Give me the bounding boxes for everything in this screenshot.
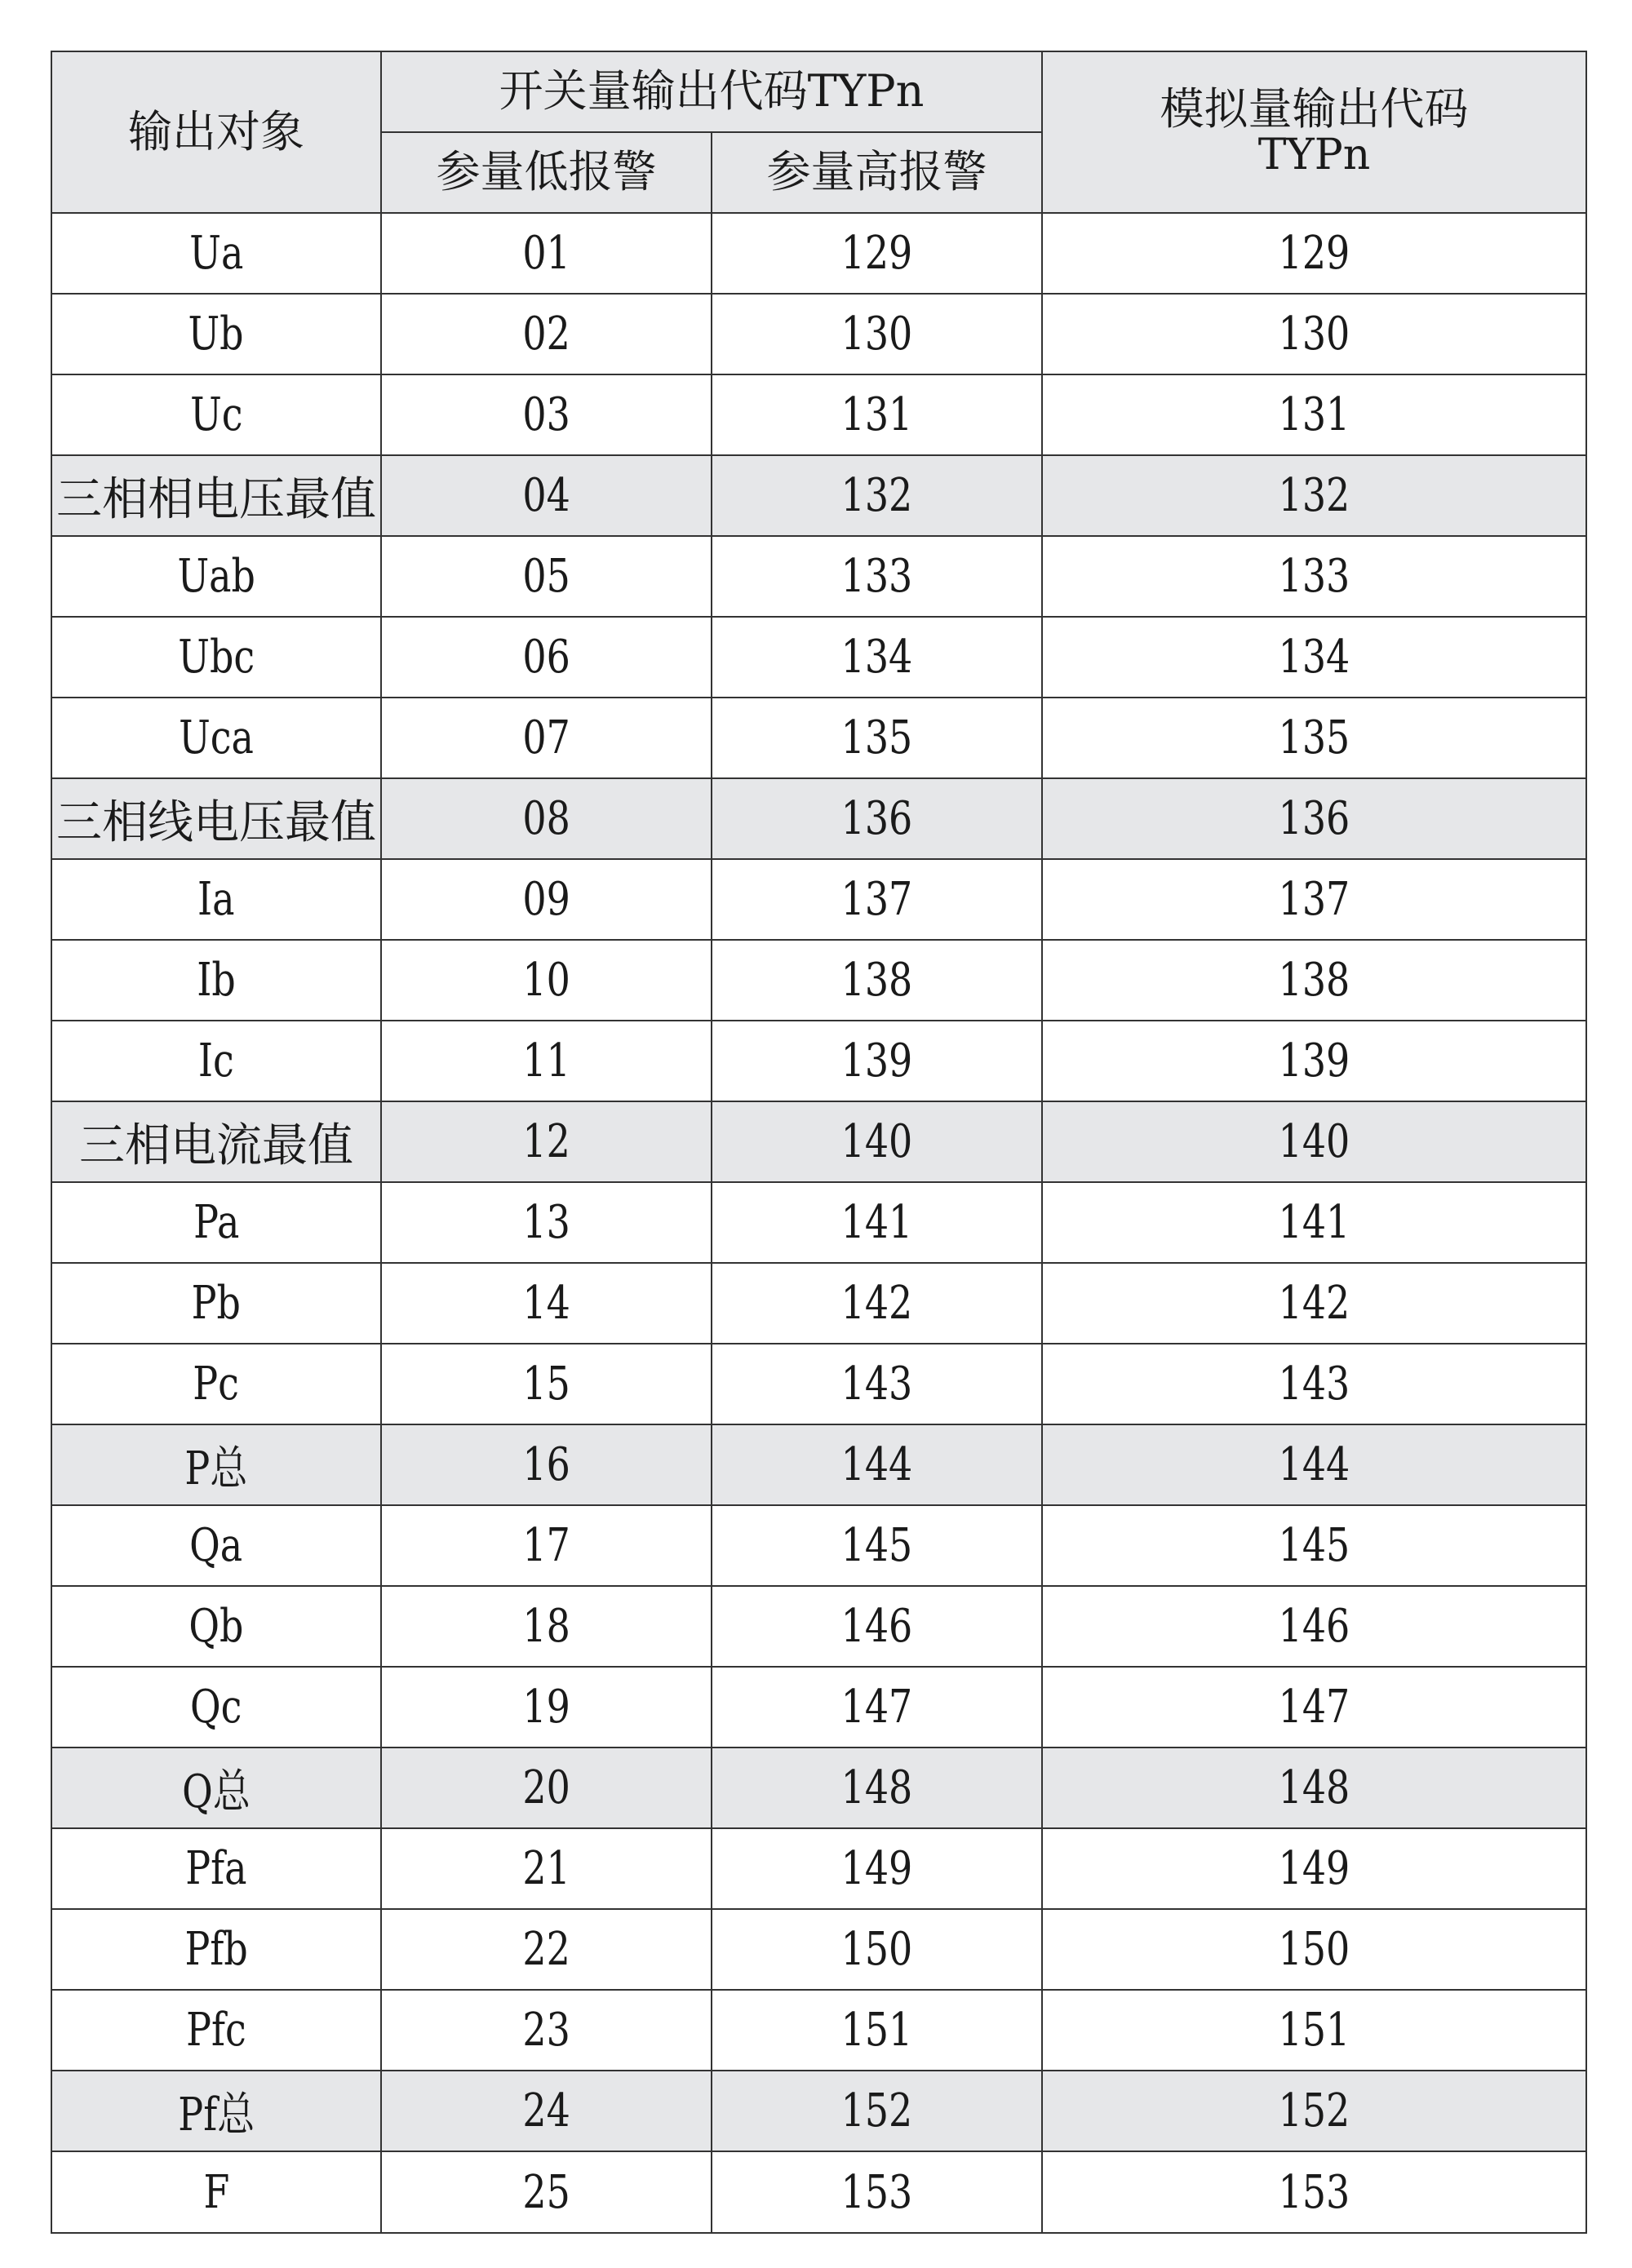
cell-output-object-text: 三相线电压最值	[56, 795, 376, 849]
header-analog-line2: TYPn	[1257, 131, 1371, 180]
cell-output-object	[51, 1505, 381, 1586]
cell-low-alarm-code	[381, 1182, 712, 1263]
cell-high-alarm-code-text: 145	[840, 1519, 913, 1572]
cell-high-alarm-code-text: 146	[840, 1600, 913, 1653]
cell-high-alarm-code	[712, 617, 1042, 698]
cell-low-alarm-code	[381, 698, 712, 778]
cell-high-alarm-code	[712, 374, 1042, 455]
cell-analog-code	[1042, 1182, 1586, 1263]
table-row	[51, 778, 1586, 859]
cell-low-alarm-code-text: 19	[522, 1681, 570, 1734]
table-row	[51, 940, 1586, 1021]
cell-analog-code-text: 135	[1278, 711, 1350, 764]
cell-analog-code	[1042, 1586, 1586, 1667]
cell-output-object	[51, 778, 381, 859]
cell-low-alarm-code-text: 02	[522, 308, 570, 361]
cell-output-object	[51, 698, 381, 778]
table-row	[51, 1667, 1586, 1748]
cell-high-alarm-code	[712, 1990, 1042, 2071]
cell-high-alarm-code	[712, 536, 1042, 617]
cell-analog-code-text: 133	[1278, 550, 1350, 603]
cell-high-alarm-code	[712, 213, 1042, 294]
cell-high-alarm-code-text: 143	[840, 1358, 913, 1411]
cell-output-object	[51, 536, 381, 617]
cell-output-object	[51, 940, 381, 1021]
cell-low-alarm-code	[381, 1344, 712, 1424]
cell-analog-code-text: 137	[1278, 873, 1350, 926]
cell-output-object	[51, 2151, 381, 2233]
cell-output-object	[51, 1667, 381, 1748]
cell-low-alarm-code-text: 20	[522, 1761, 570, 1814]
table-row	[51, 455, 1586, 536]
table-row	[51, 1021, 1586, 1101]
cell-output-object-text: Pfa	[185, 1842, 247, 1895]
cell-analog-code-text: 130	[1278, 308, 1350, 361]
cell-analog-code	[1042, 1424, 1586, 1505]
cell-low-alarm-code-text: 04	[522, 469, 570, 522]
cell-analog-code	[1042, 2071, 1586, 2151]
cell-output-object	[51, 1909, 381, 1990]
cell-output-object-text: P总	[184, 1442, 248, 1495]
cell-analog-code	[1042, 213, 1586, 294]
cell-high-alarm-code	[712, 778, 1042, 859]
cell-high-alarm-code-text: 152	[840, 2084, 913, 2137]
cell-high-alarm-code-text: 136	[840, 792, 913, 845]
cell-low-alarm-code-text: 10	[522, 954, 570, 1007]
cell-output-object-text: Ub	[188, 308, 245, 361]
cell-output-object-text: Ua	[188, 227, 244, 280]
cell-low-alarm-code-text: 16	[522, 1438, 570, 1491]
header-switch-output-code: 开关量输出代码TYPn	[381, 51, 1042, 132]
cell-analog-code	[1042, 778, 1586, 859]
table-row	[51, 1909, 1586, 1990]
cell-output-object-text: F	[203, 2165, 229, 2219]
cell-analog-code	[1042, 1021, 1586, 1101]
cell-analog-code-text: 153	[1278, 2165, 1350, 2219]
table-row	[51, 2071, 1586, 2151]
table-row	[51, 698, 1586, 778]
cell-low-alarm-code	[381, 536, 712, 617]
table-row	[51, 617, 1586, 698]
cell-analog-code-text: 134	[1278, 631, 1350, 684]
table-row	[51, 1101, 1586, 1182]
table-row	[51, 1828, 1586, 1909]
cell-high-alarm-code	[712, 940, 1042, 1021]
cell-high-alarm-code-text: 147	[840, 1681, 913, 1734]
cell-low-alarm-code	[381, 1909, 712, 1990]
cell-analog-code	[1042, 2151, 1586, 2233]
cell-low-alarm-code	[381, 1667, 712, 1748]
cell-output-object-text: Uca	[179, 711, 254, 764]
cell-high-alarm-code-text: 129	[840, 227, 913, 280]
table-header	[51, 51, 1586, 213]
table-row	[51, 1263, 1586, 1344]
cell-analog-code	[1042, 1990, 1586, 2071]
cell-low-alarm-code-text: 09	[522, 873, 570, 926]
cell-low-alarm-code	[381, 859, 712, 940]
cell-low-alarm-code	[381, 1101, 712, 1182]
cell-high-alarm-code-text: 139	[840, 1034, 913, 1087]
cell-analog-code	[1042, 1101, 1586, 1182]
cell-output-object	[51, 455, 381, 536]
table-row	[51, 1424, 1586, 1505]
cell-analog-code-text: 138	[1278, 954, 1350, 1007]
cell-analog-code-text: 144	[1278, 1438, 1350, 1491]
cell-low-alarm-code	[381, 294, 712, 374]
table-row	[51, 1344, 1586, 1424]
cell-analog-code	[1042, 1263, 1586, 1344]
cell-output-object-text: Qc	[190, 1681, 242, 1734]
cell-low-alarm-code-text: 14	[522, 1277, 570, 1330]
cell-low-alarm-code-text: 08	[522, 792, 570, 845]
cell-analog-code	[1042, 698, 1586, 778]
cell-output-object-text: 三相电流最值	[79, 1118, 353, 1172]
cell-analog-code	[1042, 536, 1586, 617]
cell-output-object	[51, 1021, 381, 1101]
cell-low-alarm-code	[381, 1505, 712, 1586]
cell-high-alarm-code-text: 137	[840, 873, 913, 926]
cell-high-alarm-code	[712, 1101, 1042, 1182]
cell-output-object-text: Pfb	[184, 1923, 248, 1976]
cell-output-object	[51, 2071, 381, 2151]
table-row	[51, 536, 1586, 617]
cell-high-alarm-code-text: 138	[840, 954, 913, 1007]
cell-low-alarm-code-text: 12	[522, 1115, 570, 1168]
cell-output-object	[51, 617, 381, 698]
cell-low-alarm-code-text: 06	[522, 631, 570, 684]
cell-analog-code	[1042, 940, 1586, 1021]
table-row	[51, 1990, 1586, 2071]
cell-low-alarm-code-text: 11	[522, 1034, 570, 1087]
cell-high-alarm-code	[712, 1505, 1042, 1586]
cell-analog-code-text: 140	[1278, 1115, 1350, 1168]
cell-output-object	[51, 213, 381, 294]
cell-high-alarm-code-text: 134	[840, 631, 913, 684]
cell-low-alarm-code	[381, 213, 712, 294]
cell-output-object	[51, 1182, 381, 1263]
cell-high-alarm-code-text: 130	[840, 308, 913, 361]
cell-low-alarm-code	[381, 455, 712, 536]
cell-output-object	[51, 294, 381, 374]
header-analog-line1: 模拟量输出代码	[1160, 83, 1469, 135]
cell-output-object-text: Uc	[189, 388, 243, 441]
cell-low-alarm-code	[381, 1586, 712, 1667]
cell-output-object	[51, 1586, 381, 1667]
cell-analog-code	[1042, 617, 1586, 698]
table-row	[51, 2151, 1586, 2233]
cell-output-object-text: Pa	[193, 1196, 240, 1249]
cell-low-alarm-code	[381, 1021, 712, 1101]
cell-output-object-text: Pfc	[186, 2004, 246, 2057]
cell-analog-code-text: 147	[1278, 1681, 1350, 1734]
cell-high-alarm-code	[712, 1667, 1042, 1748]
cell-analog-code-text: 139	[1278, 1034, 1350, 1087]
cell-high-alarm-code	[712, 294, 1042, 374]
table-row	[51, 213, 1586, 294]
cell-low-alarm-code	[381, 1828, 712, 1909]
cell-analog-code	[1042, 1505, 1586, 1586]
cell-high-alarm-code	[712, 1909, 1042, 1990]
cell-output-object-text: Qa	[189, 1519, 243, 1572]
table-row	[51, 294, 1586, 374]
cell-output-object-text: Q总	[182, 1765, 251, 1818]
cell-output-object-text: Ib	[197, 954, 236, 1007]
cell-high-alarm-code-text: 142	[840, 1277, 913, 1330]
cell-low-alarm-code-text: 17	[522, 1519, 570, 1572]
cell-low-alarm-code-text: 13	[522, 1196, 570, 1249]
cell-output-object	[51, 1748, 381, 1828]
cell-low-alarm-code	[381, 778, 712, 859]
cell-analog-code-text: 146	[1278, 1600, 1350, 1653]
cell-high-alarm-code	[712, 859, 1042, 940]
cell-output-object	[51, 1344, 381, 1424]
table-body	[51, 213, 1586, 2233]
cell-analog-code	[1042, 1344, 1586, 1424]
cell-analog-code-text: 132	[1278, 469, 1350, 522]
cell-low-alarm-code-text: 15	[522, 1358, 570, 1411]
cell-output-object-text: Pc	[193, 1358, 240, 1411]
cell-high-alarm-code-text: 149	[840, 1842, 913, 1895]
cell-high-alarm-code	[712, 1828, 1042, 1909]
cell-output-object	[51, 1990, 381, 2071]
cell-analog-code	[1042, 1667, 1586, 1748]
cell-analog-code	[1042, 859, 1586, 940]
cell-analog-code-text: 131	[1278, 388, 1350, 441]
cell-low-alarm-code	[381, 1990, 712, 2071]
cell-analog-code-text: 141	[1278, 1196, 1350, 1249]
cell-output-object	[51, 1828, 381, 1909]
cell-high-alarm-code-text: 148	[840, 1761, 913, 1814]
cell-low-alarm-code	[381, 2071, 712, 2151]
cell-low-alarm-code-text: 03	[522, 388, 570, 441]
cell-output-object-text: 三相相电压最值	[56, 472, 376, 526]
cell-output-object-text: Pb	[191, 1277, 242, 1330]
cell-output-object	[51, 1101, 381, 1182]
cell-low-alarm-code-text: 07	[522, 711, 570, 764]
cell-low-alarm-code-text: 21	[522, 1842, 570, 1895]
cell-low-alarm-code-text: 24	[522, 2084, 570, 2137]
cell-low-alarm-code-text: 18	[522, 1600, 570, 1653]
cell-output-object	[51, 374, 381, 455]
cell-analog-code	[1042, 455, 1586, 536]
header-low-alarm: 参量低报警	[381, 132, 712, 213]
cell-high-alarm-code-text: 144	[840, 1438, 913, 1491]
header-output-object: 输出对象	[51, 51, 381, 213]
cell-high-alarm-code	[712, 698, 1042, 778]
cell-high-alarm-code	[712, 1182, 1042, 1263]
cell-high-alarm-code	[712, 2071, 1042, 2151]
cell-low-alarm-code-text: 23	[522, 2004, 570, 2057]
cell-high-alarm-code	[712, 2151, 1042, 2233]
cell-analog-code-text: 142	[1278, 1277, 1350, 1330]
cell-analog-code	[1042, 1909, 1586, 1990]
cell-analog-code	[1042, 1828, 1586, 1909]
cell-analog-code-text: 151	[1278, 2004, 1350, 2057]
cell-high-alarm-code-text: 131	[840, 388, 913, 441]
cell-high-alarm-code-text: 140	[840, 1115, 913, 1168]
cell-high-alarm-code-text: 150	[840, 1923, 913, 1976]
cell-analog-code-text: 145	[1278, 1519, 1350, 1572]
cell-high-alarm-code-text: 151	[840, 2004, 913, 2057]
cell-low-alarm-code	[381, 2151, 712, 2233]
cell-output-object-text: Ubc	[178, 631, 255, 684]
cell-high-alarm-code	[712, 1021, 1042, 1101]
cell-low-alarm-code-text: 01	[522, 227, 570, 280]
cell-output-object-text: Qb	[188, 1600, 244, 1653]
cell-analog-code-text: 149	[1278, 1842, 1350, 1895]
cell-high-alarm-code	[712, 1424, 1042, 1505]
cell-output-object-text: Ia	[197, 873, 235, 926]
table-row	[51, 374, 1586, 455]
cell-analog-code-text: 136	[1278, 792, 1350, 845]
cell-analog-code-text: 129	[1278, 227, 1350, 280]
cell-high-alarm-code-text: 132	[840, 469, 913, 522]
header-analog-output-code	[1042, 51, 1586, 213]
cell-low-alarm-code-text: 25	[522, 2165, 570, 2219]
cell-high-alarm-code-text: 135	[840, 711, 913, 764]
table-row	[51, 1505, 1586, 1586]
cell-low-alarm-code-text: 22	[522, 1923, 570, 1976]
cell-output-object	[51, 859, 381, 940]
cell-high-alarm-code	[712, 1586, 1042, 1667]
cell-high-alarm-code	[712, 1344, 1042, 1424]
cell-high-alarm-code-text: 141	[840, 1196, 913, 1249]
cell-output-object-text: Ic	[198, 1034, 234, 1087]
cell-output-object	[51, 1424, 381, 1505]
cell-low-alarm-code	[381, 374, 712, 455]
cell-analog-code-text: 150	[1278, 1923, 1350, 1976]
cell-analog-code	[1042, 374, 1586, 455]
table-row	[51, 859, 1586, 940]
cell-low-alarm-code	[381, 617, 712, 698]
output-code-table	[51, 51, 1587, 2234]
cell-analog-code-text: 152	[1278, 2084, 1350, 2137]
table-row	[51, 1748, 1586, 1828]
cell-high-alarm-code-text: 153	[840, 2165, 913, 2219]
cell-output-object-text: Uab	[177, 550, 255, 603]
cell-output-object-text: Pf总	[178, 2088, 255, 2142]
cell-low-alarm-code	[381, 1748, 712, 1828]
cell-analog-code	[1042, 294, 1586, 374]
cell-low-alarm-code	[381, 1263, 712, 1344]
table-row	[51, 1586, 1586, 1667]
cell-low-alarm-code	[381, 1424, 712, 1505]
cell-high-alarm-code	[712, 1263, 1042, 1344]
cell-high-alarm-code	[712, 1748, 1042, 1828]
header-high-alarm: 参量高报警	[712, 132, 1042, 213]
cell-low-alarm-code	[381, 940, 712, 1021]
cell-analog-code-text: 148	[1278, 1761, 1350, 1814]
table-row	[51, 1182, 1586, 1263]
cell-output-object	[51, 1263, 381, 1344]
cell-analog-code-text: 143	[1278, 1358, 1350, 1411]
cell-high-alarm-code	[712, 455, 1042, 536]
cell-analog-code	[1042, 1748, 1586, 1828]
cell-low-alarm-code-text: 05	[522, 550, 570, 603]
cell-high-alarm-code-text: 133	[840, 550, 913, 603]
